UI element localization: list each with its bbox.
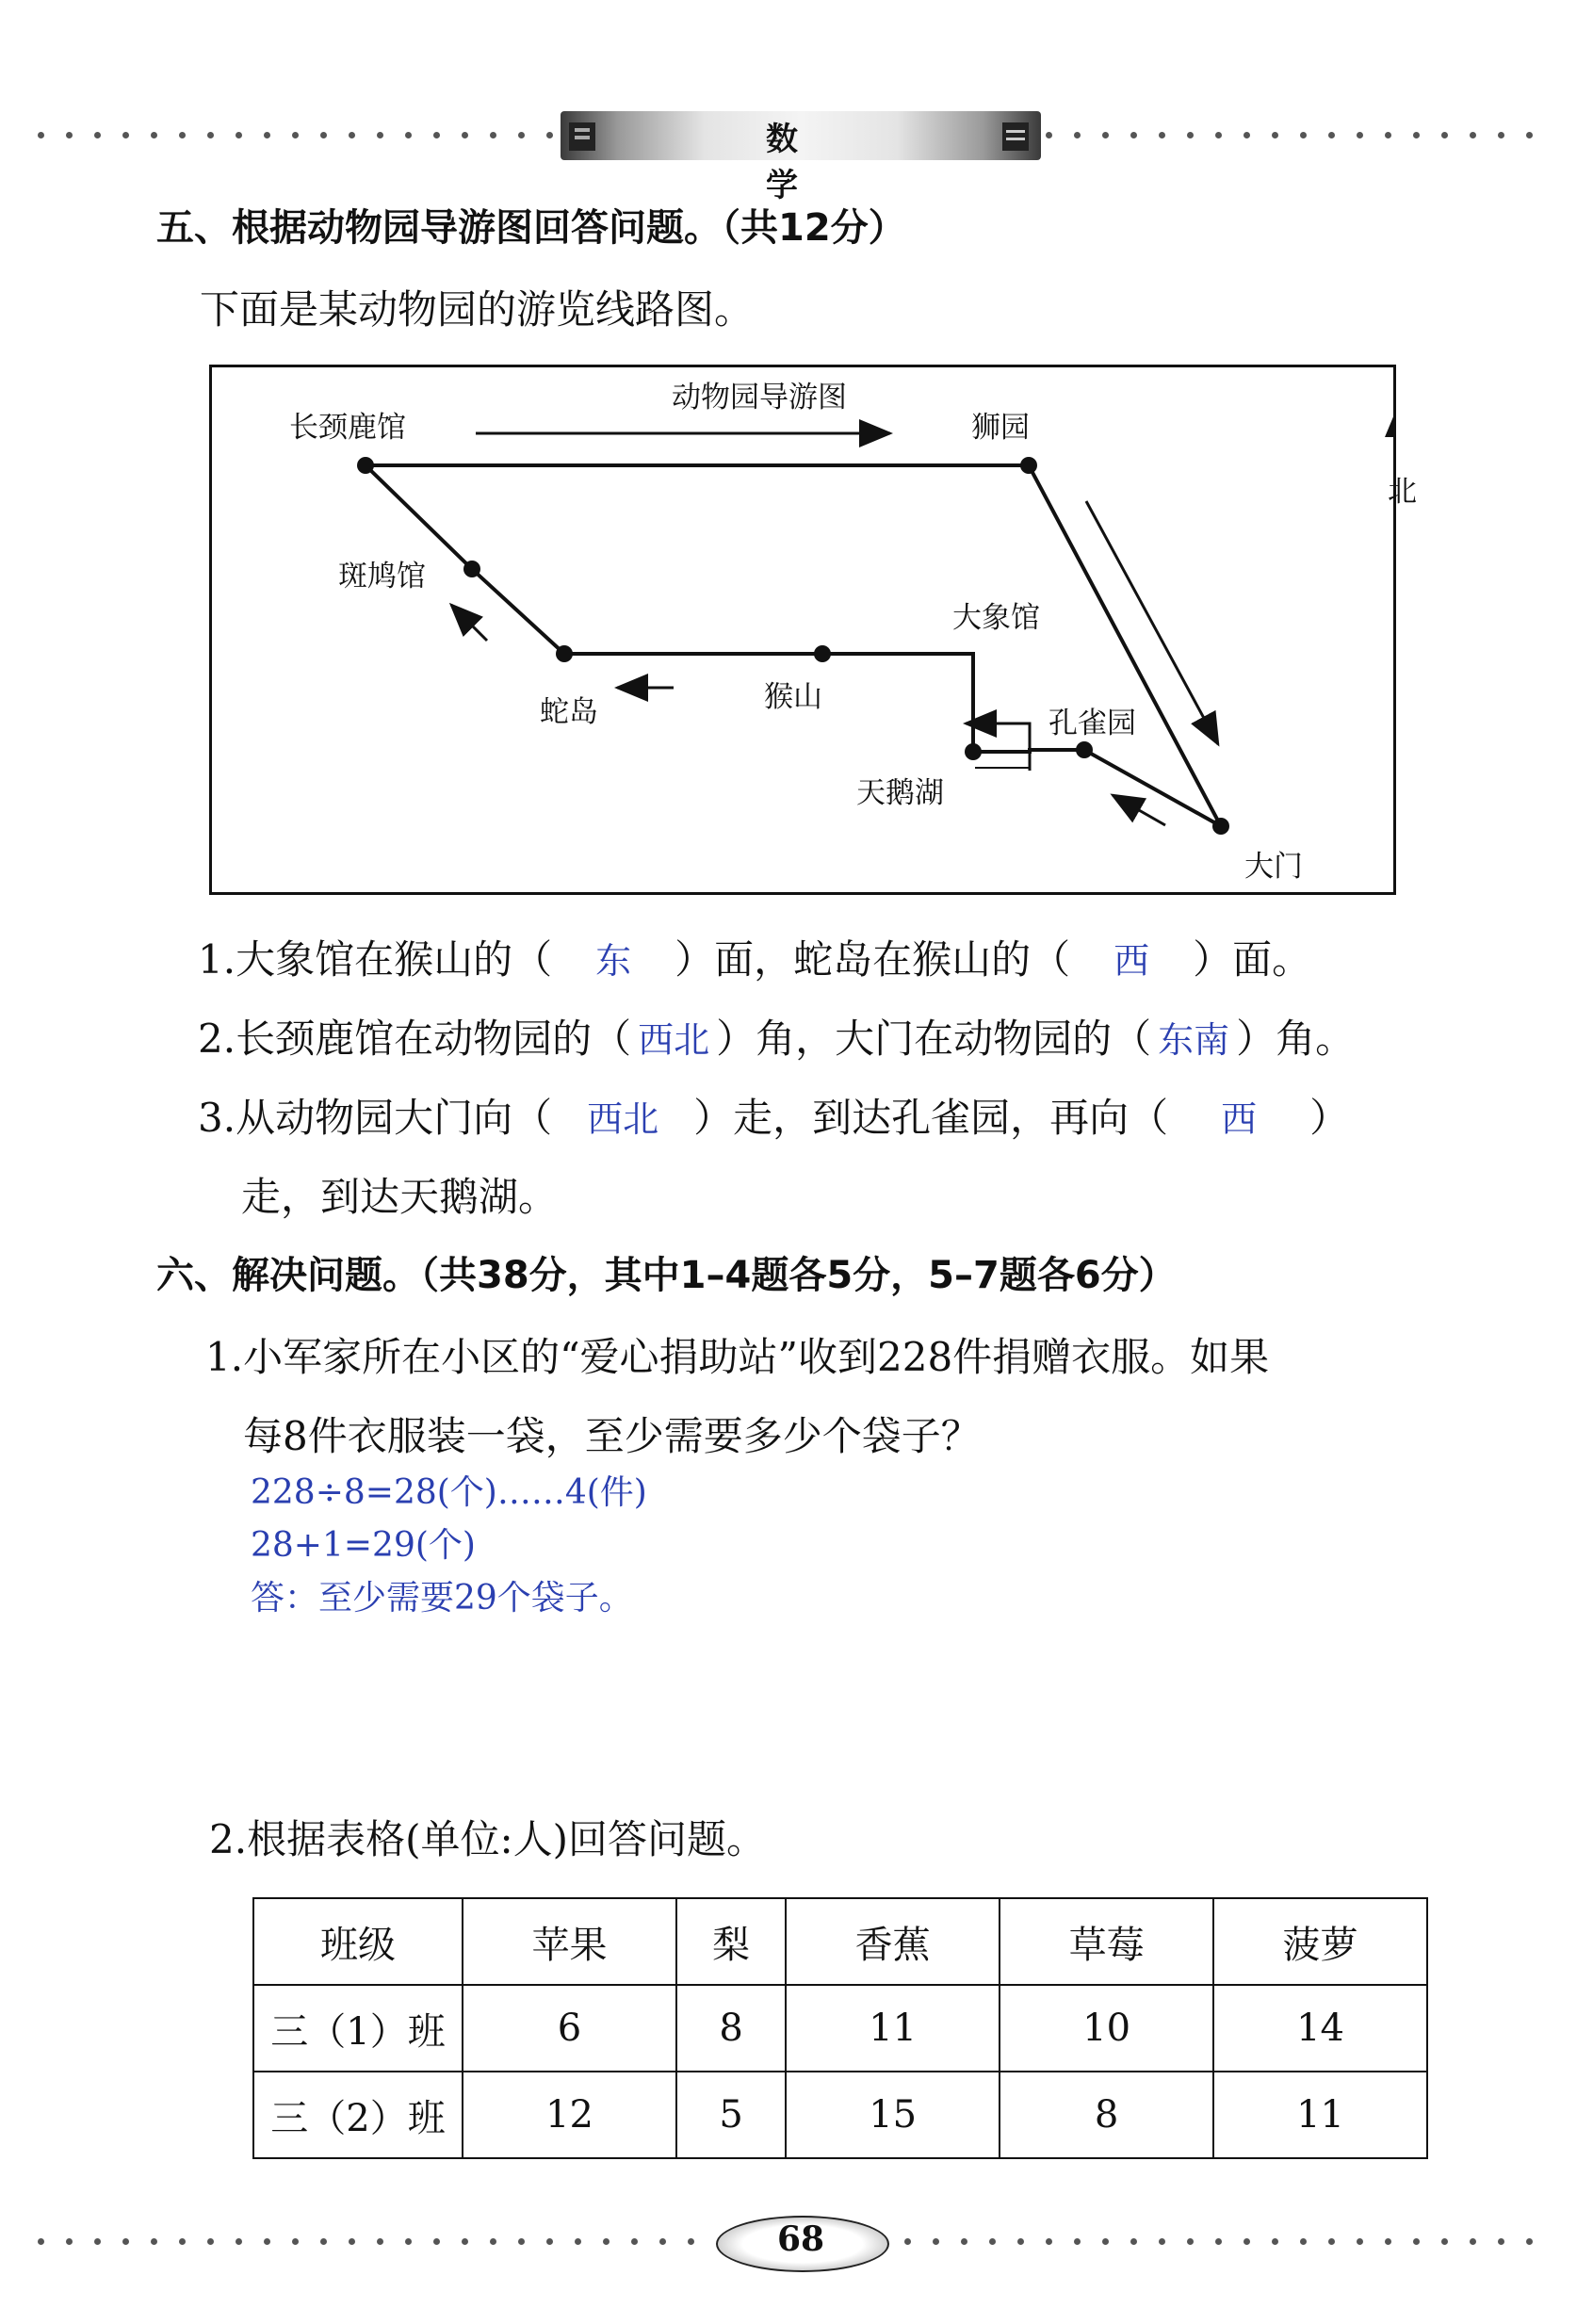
table-cell: 14 xyxy=(1213,1985,1427,2072)
decor-dot xyxy=(904,2238,911,2245)
table-cell: 11 xyxy=(1213,2072,1427,2158)
route-line xyxy=(366,465,1221,826)
label-snake: 蛇岛 xyxy=(540,695,598,729)
table-cell: 5 xyxy=(676,2072,786,2158)
decor-dot xyxy=(546,132,553,138)
decor-dot xyxy=(66,132,73,138)
decor-dot xyxy=(462,2238,468,2245)
decor-dot xyxy=(66,2238,73,2245)
q5-2: 2.长颈鹿馆在动物园的（ 西北 ）角，大门在动物园的（ 东南 ）角。 xyxy=(198,1008,1355,1064)
label-monkey: 猴山 xyxy=(764,680,822,714)
label-lion: 狮园 xyxy=(971,411,1030,445)
decor-dot xyxy=(1413,132,1420,138)
label-elephant: 大象馆 xyxy=(952,601,1040,635)
decor-dot xyxy=(264,132,270,138)
decor-dot xyxy=(179,2238,186,2245)
page-number: 68 xyxy=(776,2219,825,2259)
decor-dot xyxy=(1526,2238,1533,2245)
section5-intro: 下面是某动物园的游览线路图。 xyxy=(200,286,755,333)
book-icon xyxy=(567,119,599,153)
decor-dot xyxy=(94,132,101,138)
label-giraffe: 长颈鹿馆 xyxy=(289,411,406,445)
decor-dot xyxy=(1159,132,1165,138)
decor-dot xyxy=(575,2238,581,2245)
table-header-cell: 苹果 xyxy=(463,1898,676,1985)
decor-dot xyxy=(1470,132,1476,138)
p6-1-answer-3: 答：至少需要29个袋子。 xyxy=(251,1579,633,1617)
decor-dot xyxy=(1074,132,1081,138)
decor-dot xyxy=(1441,132,1448,138)
table-cell: 11 xyxy=(786,1985,1000,2072)
decor-dot xyxy=(1498,132,1504,138)
decor-dot xyxy=(264,2238,270,2245)
decor-dot xyxy=(490,132,496,138)
p6-1-answer-2: 28+1=29(个) xyxy=(251,1526,476,1565)
decor-dot xyxy=(377,132,383,138)
decor-dot xyxy=(1046,2238,1052,2245)
decor-dot xyxy=(1470,2238,1476,2245)
decor-dot xyxy=(320,2238,327,2245)
decor-dot xyxy=(377,2238,383,2245)
table-row xyxy=(253,2072,1427,2158)
decor-dot xyxy=(1300,132,1307,138)
table-cell: 6 xyxy=(463,1985,676,2072)
decor-dot xyxy=(1215,2238,1222,2245)
table-cell: 15 xyxy=(786,2072,1000,2158)
decor-dot xyxy=(405,132,412,138)
decor-dot xyxy=(179,132,186,138)
decor-dot xyxy=(490,2238,496,2245)
table-cell: 三（2）班 xyxy=(253,2072,463,2158)
footer-dots-left xyxy=(38,2238,697,2246)
decor-dot xyxy=(292,2238,299,2245)
table-cell: 三（1）班 xyxy=(253,1985,463,2072)
decor-dot xyxy=(1385,2238,1391,2245)
decor-dot xyxy=(603,2238,610,2245)
decor-dot xyxy=(236,2238,242,2245)
decor-dot xyxy=(1046,132,1052,138)
q5-1-blank2[interactable]: 西 xyxy=(1113,940,1150,982)
p6-2-prompt: 2.根据表格(单位:人)回答问题。 xyxy=(209,1816,766,1862)
decor-dot xyxy=(405,2238,412,2245)
fruit-table xyxy=(252,1897,1428,2159)
q5-3-blank1[interactable]: 西北 xyxy=(587,1098,659,1140)
decor-dot xyxy=(1215,132,1222,138)
table-header-cell: 香蕉 xyxy=(786,1898,1000,1985)
decor-dot xyxy=(1441,2238,1448,2245)
section5-title: 五、根据动物园导游图回答问题。（共12分） xyxy=(156,206,906,250)
decor-dot xyxy=(151,132,157,138)
decor-dot xyxy=(1102,2238,1109,2245)
p6-1-line1: 1.小军家所在小区的“爱心捐助站”收到228件捐赠衣服。如果 xyxy=(205,1334,1270,1380)
decor-dot xyxy=(462,132,468,138)
dot-lion xyxy=(1020,457,1037,474)
decor-dot xyxy=(1130,2238,1137,2245)
decor-dot xyxy=(933,2238,939,2245)
dot-dove xyxy=(463,561,480,577)
decor-dot xyxy=(546,2238,553,2245)
decor-dot xyxy=(1244,2238,1250,2245)
dot-giraffe xyxy=(357,457,374,474)
table-cell: 10 xyxy=(1000,1985,1213,2072)
decor-dot xyxy=(1244,132,1250,138)
table-header-cell: 梨 xyxy=(676,1898,786,1985)
decor-dot xyxy=(659,2238,666,2245)
arrow-gate-to-peacock xyxy=(1113,795,1165,825)
p6-1-answer-1: 228÷8=28(个)……4(件) xyxy=(251,1473,647,1512)
decor-dot xyxy=(989,2238,996,2245)
q5-3: 3.从动物园大门向（ 西北 ）走，到达孔雀园，再向（ 西 ） xyxy=(198,1087,1349,1144)
q5-3-blank2[interactable]: 西 xyxy=(1221,1098,1258,1140)
label-swan: 天鹅湖 xyxy=(856,776,944,810)
decor-dot xyxy=(207,2238,214,2245)
section6-title: 六、解决问题。（共38分，其中1–4题各5分，5–7题各6分） xyxy=(156,1254,1177,1297)
decor-dot xyxy=(349,2238,355,2245)
decor-dot xyxy=(292,132,299,138)
q5-3-line2: 走，到达天鹅湖。 xyxy=(241,1174,559,1220)
decor-dot xyxy=(1357,2238,1363,2245)
decor-dot xyxy=(1300,2238,1307,2245)
table-cell: 12 xyxy=(463,2072,676,2158)
dot-gate xyxy=(1212,818,1229,835)
decor-dot xyxy=(1272,2238,1278,2245)
label-dove: 斑鸠馆 xyxy=(338,560,426,593)
decor-dot xyxy=(94,2238,101,2245)
decor-dot xyxy=(151,2238,157,2245)
q5-1: 1.大象馆在猴山的（ 东 ）面，蛇岛在猴山的（ 西 ）面。 xyxy=(198,929,1311,985)
footer-dots-right xyxy=(904,2238,1554,2246)
decor-dot xyxy=(207,132,214,138)
decor-dot xyxy=(631,2238,638,2245)
decor-dot xyxy=(1074,2238,1081,2245)
decor-dot xyxy=(1102,132,1109,138)
p6-1-line2: 每8件衣服装一袋，至少需要多少个袋子？ xyxy=(243,1413,981,1459)
arrow-snake-to-dove xyxy=(451,605,487,641)
decor-dot xyxy=(122,132,129,138)
zoo-map xyxy=(209,365,1417,895)
decor-dot xyxy=(1328,132,1335,138)
label-peacock: 孔雀园 xyxy=(1048,707,1136,740)
q5-2-blank2[interactable]: 东南 xyxy=(1158,1019,1230,1061)
decor-dot xyxy=(38,2238,44,2245)
north-label: 北 xyxy=(1388,475,1417,509)
decor-dot xyxy=(349,132,355,138)
table-header-cell: 草莓 xyxy=(1000,1898,1213,1985)
decor-dot xyxy=(961,2238,967,2245)
dot-monkey xyxy=(814,645,831,662)
decor-dot xyxy=(1526,132,1533,138)
decor-dot xyxy=(38,132,44,138)
header-dots-left xyxy=(38,132,556,139)
dot-peacock xyxy=(1076,741,1093,758)
decor-dot xyxy=(1357,132,1363,138)
decor-dot xyxy=(518,132,525,138)
label-gate: 大门 xyxy=(1239,842,1309,885)
header-dots-right xyxy=(1046,132,1554,139)
zoo-map-lines xyxy=(212,367,1393,892)
table-header-cell: 班级 xyxy=(253,1898,463,1985)
decor-dot xyxy=(320,132,327,138)
decor-dot xyxy=(688,2238,694,2245)
q5-2-blank1[interactable]: 西北 xyxy=(638,1019,710,1061)
decor-dot xyxy=(1187,2238,1194,2245)
map-title: 动物园导游图 xyxy=(672,381,847,414)
decor-dot xyxy=(122,2238,129,2245)
table-row xyxy=(253,1985,1427,2072)
dot-swan xyxy=(965,743,982,760)
decor-dot xyxy=(433,2238,440,2245)
decor-dot xyxy=(518,2238,525,2245)
decor-dot xyxy=(1159,2238,1165,2245)
table-header-cell: 菠萝 xyxy=(1213,1898,1427,1985)
decor-dot xyxy=(1017,2238,1024,2245)
decor-dot xyxy=(1187,132,1194,138)
decor-dot xyxy=(236,132,242,138)
book-icon-right xyxy=(1000,119,1032,153)
table-header-row xyxy=(253,1898,1427,1985)
header-title: 数 学 xyxy=(766,121,836,204)
decor-dot xyxy=(1413,2238,1420,2245)
decor-dot xyxy=(433,132,440,138)
table-cell: 8 xyxy=(1000,2072,1213,2158)
q5-1-blank1[interactable]: 东 xyxy=(595,940,632,982)
dot-snake xyxy=(556,645,573,662)
decor-dot xyxy=(1328,2238,1335,2245)
decor-dot xyxy=(1272,132,1278,138)
decor-dot xyxy=(1130,132,1137,138)
decor-dot xyxy=(1385,132,1391,138)
table-cell: 8 xyxy=(676,1985,786,2072)
decor-dot xyxy=(1498,2238,1504,2245)
